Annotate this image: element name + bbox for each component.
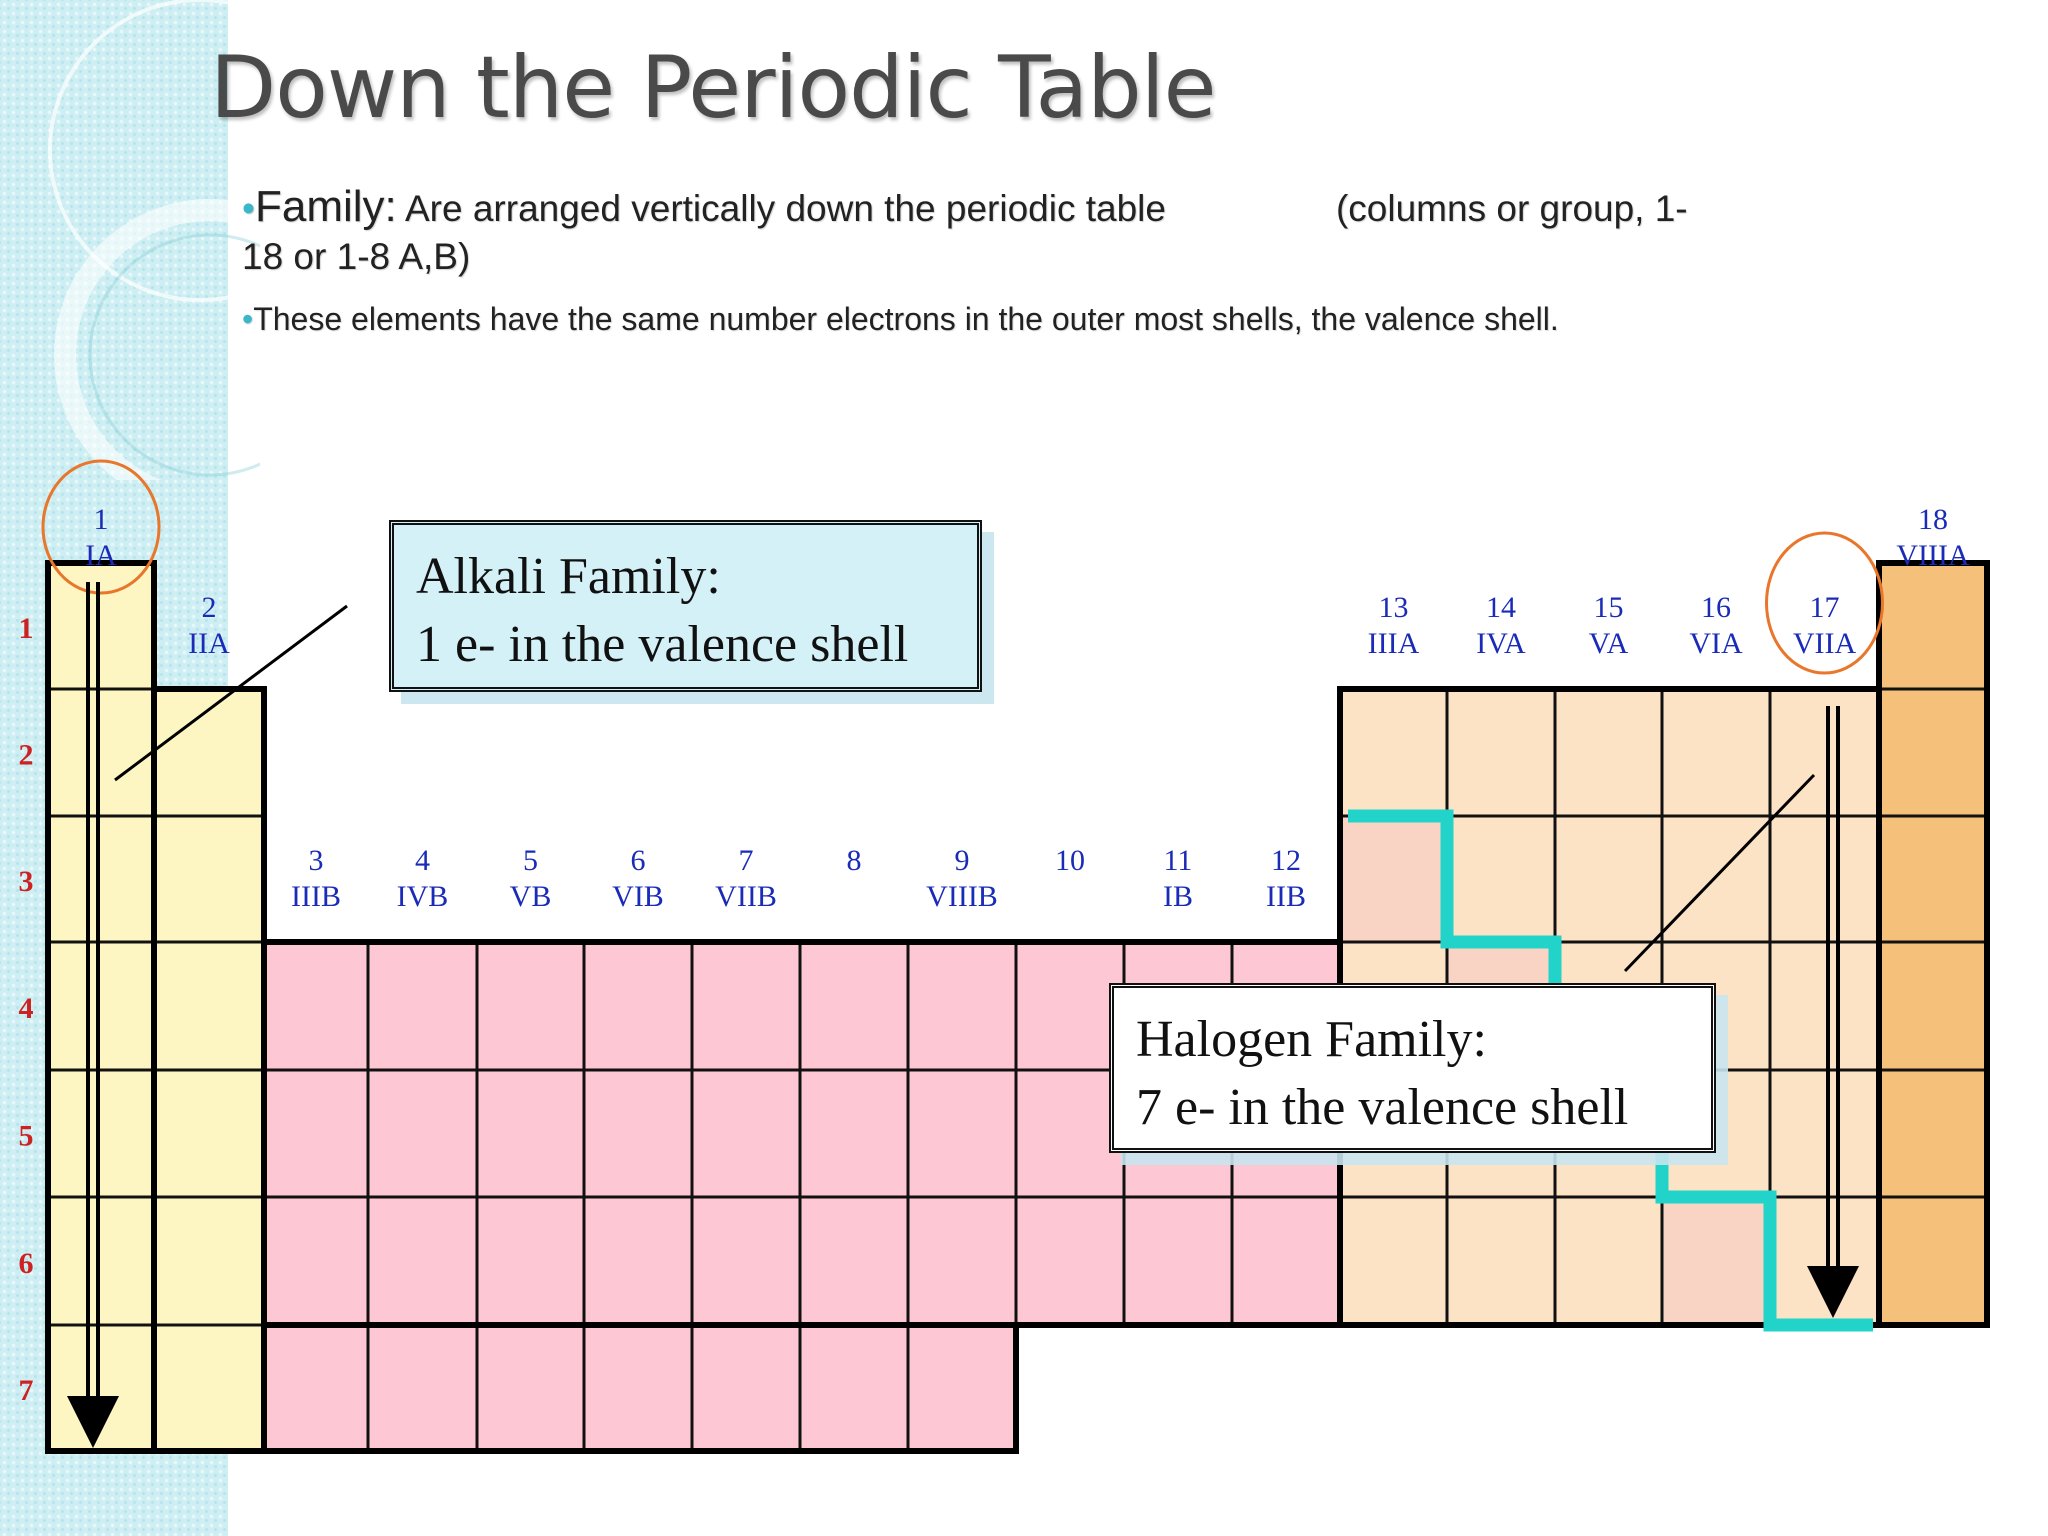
- table-cell: [264, 1070, 368, 1197]
- period-number: 7: [18, 1374, 34, 1407]
- table-cell: [584, 1325, 692, 1451]
- table-cell: [264, 1325, 368, 1451]
- bullet-dot-icon: •: [242, 301, 254, 337]
- period-number: 2: [18, 738, 34, 772]
- period-number: 5: [18, 1119, 34, 1153]
- group-number: 1: [93, 503, 109, 536]
- group-label: IB: [1163, 880, 1193, 913]
- table-cell: [48, 1070, 154, 1197]
- family-description: Are arranged vertically down the periodic table: [405, 188, 1166, 229]
- slide-title: Down the Periodic Table: [210, 38, 1216, 138]
- halogen-callout-text: 7 e- in the valence shell: [1136, 1079, 1629, 1136]
- table-cell: [692, 942, 800, 1070]
- table-cell: [908, 1197, 1016, 1325]
- group-label: IIB: [1266, 880, 1306, 913]
- table-cell: [908, 1070, 1016, 1197]
- group-number: 2: [201, 591, 217, 624]
- group-number: 4: [415, 844, 430, 877]
- group-number: 13: [1378, 591, 1409, 624]
- alkali-callout-text: 1 e- in the valence shell: [416, 616, 909, 673]
- table-cell: [584, 942, 692, 1070]
- table-cell: [1447, 1197, 1555, 1325]
- table-cell: [264, 1197, 368, 1325]
- group-label: VIIB: [715, 880, 777, 913]
- table-cell: [692, 1070, 800, 1197]
- group-label: IVA: [1476, 627, 1526, 660]
- group-label: VIIA: [1792, 627, 1857, 660]
- table-cell: [1555, 689, 1662, 816]
- table-cell: [1447, 689, 1555, 816]
- table-cell: [1879, 563, 1987, 689]
- table-cell: [264, 942, 368, 1070]
- table-cell: [584, 1070, 692, 1197]
- group-number: 17: [1809, 591, 1840, 624]
- group-label: IIA: [188, 627, 230, 660]
- table-cell: [800, 1325, 908, 1451]
- table-cell: [1879, 689, 1987, 816]
- table-cell: [1016, 1070, 1124, 1197]
- table-cell: [48, 942, 154, 1070]
- table-cell: [368, 942, 477, 1070]
- table-cell: [800, 1070, 908, 1197]
- group-number: 8: [846, 844, 862, 877]
- table-cell: [1555, 1197, 1662, 1325]
- period-number: 6: [18, 1247, 34, 1280]
- table-cell: [154, 942, 264, 1070]
- table-cell: [477, 1197, 584, 1325]
- table-cell: [1340, 689, 1447, 816]
- table-cell: [1555, 816, 1662, 942]
- group-label: VIA: [1689, 627, 1743, 660]
- period-number: 4: [18, 992, 34, 1025]
- halogen-callout: [1109, 983, 1716, 1153]
- group-number: 5: [523, 844, 538, 877]
- table-cell: [477, 942, 584, 1070]
- table-cell: [584, 1197, 692, 1325]
- table-cell: [1016, 942, 1124, 1070]
- table-cell: [48, 816, 154, 942]
- group-number: 14: [1486, 591, 1516, 624]
- table-cell: [1770, 816, 1879, 942]
- group-label: IA: [85, 539, 117, 572]
- table-cell: [1340, 816, 1447, 942]
- table-cell: [800, 942, 908, 1070]
- table-cell: [368, 1197, 477, 1325]
- family-term: Family:: [254, 182, 397, 231]
- group-number: 3: [308, 844, 324, 877]
- family-detail: (columns or group, 1- 18 or 1-8 A,B): [242, 188, 1688, 277]
- alkali-callout: [389, 520, 982, 692]
- table-cell: [1879, 1197, 1987, 1325]
- group-number: 11: [1163, 844, 1193, 877]
- table-cell: [368, 1325, 477, 1451]
- group-number: 7: [738, 844, 754, 877]
- group-number: 10: [1055, 844, 1085, 877]
- group-number: 6: [630, 844, 646, 877]
- table-cell: [368, 1070, 477, 1197]
- table-cell: [1770, 689, 1879, 816]
- table-cell: [154, 816, 264, 942]
- table-cell: [1662, 1197, 1770, 1325]
- table-cell: [48, 1197, 154, 1325]
- table-cell: [1124, 1197, 1232, 1325]
- group-label: VIB: [612, 880, 664, 913]
- table-cell: [800, 1197, 908, 1325]
- table-cell: [1879, 816, 1987, 942]
- valence-text: These elements have the same number electrons in the outer most shells, the valence shell.: [253, 301, 1559, 337]
- group-label: VIIIB: [926, 880, 998, 913]
- table-cell: [154, 1197, 264, 1325]
- group-number: 16: [1701, 591, 1731, 624]
- table-cell: [477, 1325, 584, 1451]
- table-cell: [1340, 1197, 1447, 1325]
- table-cell: [1879, 1070, 1987, 1197]
- table-cell: [692, 1325, 800, 1451]
- table-cell: [1232, 1197, 1340, 1325]
- table-cell: [48, 1325, 154, 1451]
- table-cell: [1770, 1070, 1879, 1197]
- group-number: 15: [1593, 591, 1624, 624]
- table-cell: [692, 1197, 800, 1325]
- bullet-dot-icon: •: [242, 188, 255, 229]
- period-number: 1: [18, 612, 34, 645]
- group-label: VB: [509, 880, 552, 913]
- table-cell: [908, 942, 1016, 1070]
- period-number: 3: [18, 865, 34, 898]
- table-cell: [908, 1325, 1016, 1451]
- table-cell: [1879, 942, 1987, 1070]
- group-label: VA: [1588, 627, 1629, 660]
- group-label: IIIB: [291, 880, 341, 913]
- group-number: 12: [1271, 844, 1301, 877]
- group-label: IIIA: [1367, 627, 1420, 660]
- group-number: 9: [954, 844, 970, 877]
- table-cell: [1662, 816, 1770, 942]
- table-cell: [48, 689, 154, 816]
- table-cell: [477, 1070, 584, 1197]
- table-cell: [154, 1325, 264, 1451]
- halogen-callout-title: Halogen Family:: [1136, 1011, 1487, 1068]
- table-cell: [154, 1070, 264, 1197]
- table-cell: [48, 563, 154, 689]
- group-label: VIIIA: [1896, 539, 1970, 572]
- alkali-callout-title: Alkali Family:: [416, 548, 721, 605]
- table-cell: [1016, 1197, 1124, 1325]
- table-cell: [1770, 1197, 1879, 1325]
- table-cell: [1447, 816, 1555, 942]
- group-label: IVB: [396, 880, 449, 913]
- table-cell: [1662, 689, 1770, 816]
- table-cell: [1770, 942, 1879, 1070]
- group-number: 18: [1918, 503, 1948, 536]
